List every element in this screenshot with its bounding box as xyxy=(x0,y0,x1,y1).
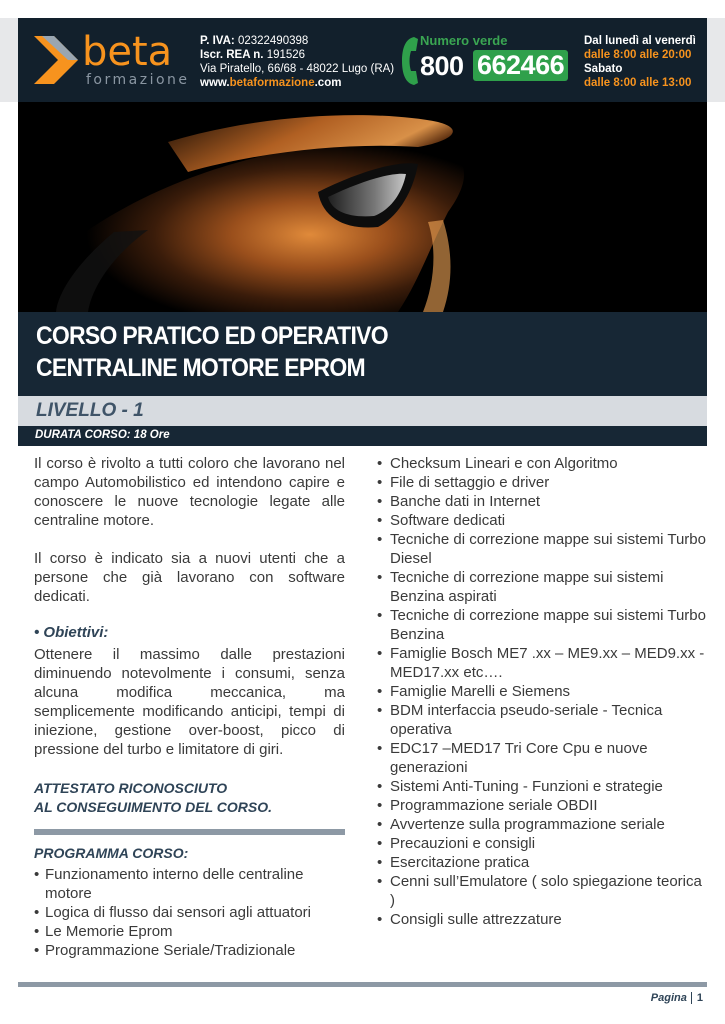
hours-weekdays-time: dalle 8:00 alle 20:00 xyxy=(584,49,692,61)
list-item: • Le Memorie Eprom xyxy=(34,922,345,941)
list-item: • Esercitazione pratica xyxy=(377,853,707,872)
beta-logo xyxy=(34,29,190,92)
level-band xyxy=(18,396,707,426)
course-duration: DURATA CORSO: 18 Ore xyxy=(35,429,170,441)
footer-divider xyxy=(18,982,707,987)
list-item: • Tecniche di correzione mappe sui sistemi Turbo Diesel xyxy=(377,530,707,568)
company-rea: Iscr. REA n. 191526 xyxy=(200,49,306,61)
left-column xyxy=(34,454,345,960)
list-item: • Logica di flusso dai sensori agli attuatori xyxy=(34,903,345,922)
hours-saturday: Sabato xyxy=(584,63,623,75)
course-title-band xyxy=(18,312,707,396)
intro-paragraph-1: Il corso è rivolto a tutti coloro che lavorano nel campo Automobilistico ed intendono capire e conoscere le nuove tecnologie legate alle centraline motore. xyxy=(34,455,345,529)
right-column xyxy=(377,454,707,929)
toll-free-number[interactable] xyxy=(400,33,580,89)
objectives-heading: • Obiettivi: xyxy=(34,624,109,641)
list-item: • Programmazione Seriale/Tradizionale xyxy=(34,941,345,960)
course-title-line-1: CORSO PRATICO ED OPERATIVO xyxy=(36,322,388,350)
list-item: • Avvertenze sulla programmazione seriale xyxy=(377,815,707,834)
company-website-link[interactable]: www.betaformazione.com xyxy=(200,77,342,89)
company-piva: P. IVA: 02322490398 xyxy=(200,35,309,47)
intro-paragraph-2: Il corso è indicato sia a nuovi utenti che a persone che già lavorano con software dedicati. xyxy=(34,550,345,605)
page-number: Pagina 1 xyxy=(650,992,703,1004)
list-item: • Funzionamento interno delle centraline motore xyxy=(34,865,345,903)
car-headlight-photo xyxy=(18,102,707,312)
section-divider xyxy=(34,829,345,835)
program-list-continued xyxy=(377,454,707,929)
course-level: LIVELLO - 1 xyxy=(36,400,144,421)
company-address: Via Piratello, 66/68 - 48022 Lugo (RA) xyxy=(200,63,395,75)
program-heading: PROGRAMMA CORSO: xyxy=(34,845,189,861)
list-item: • File di settaggio e driver xyxy=(377,473,707,492)
company-info xyxy=(200,34,394,90)
list-item: • Consigli sulle attrezzature xyxy=(377,910,707,929)
list-item: • Tecniche di correzione mappe sui sistemi Benzina aspirati xyxy=(377,568,707,606)
certificate-line-1: ATTESTATO RICONOSCIUTO xyxy=(34,780,228,796)
list-item: • EDC17 –MED17 Tri Core Cpu e nuove generazioni xyxy=(377,739,707,777)
list-item: • Famiglie Bosch ME7 .xx – ME9.xx – MED9.xx - MED17.xx etc…. xyxy=(377,644,707,682)
opening-hours xyxy=(584,34,696,90)
logo-subtitle: formazione xyxy=(86,72,190,88)
hours-weekdays: Dal lunedì al venerdì xyxy=(584,35,696,47)
list-item: • Tecniche di correzione mappe sui sistemi Turbo Benzina xyxy=(377,606,707,644)
objectives-text: Ottenere il massimo dalle prestazioni diminuendo notevolmente i consumi, senza alcuna modifica meccanica, ma semplicemente modificando anticipi, tempi di iniezione, gestione over-boost, picco di pressione del turbo e limitatore di giri. xyxy=(34,646,345,758)
list-item: • Checksum Lineari e con Algoritmo xyxy=(377,454,707,473)
logo-name: beta xyxy=(82,29,173,75)
list-item: • BDM interfaccia pseudo-seriale - Tecnica operativa xyxy=(377,701,707,739)
chevron-logo-icon xyxy=(34,34,84,86)
list-item: • Programmazione seriale OBDII xyxy=(377,796,707,815)
header xyxy=(18,18,707,102)
list-item: • Banche dati in Internet xyxy=(377,492,707,511)
list-item: • Cenni sull’Emulatore ( solo spiegazione teorica ) xyxy=(377,872,707,910)
list-item: • Famiglie Marelli e Siemens xyxy=(377,682,707,701)
duration-band xyxy=(18,426,707,446)
header-side-bar-left xyxy=(0,18,18,102)
list-item: • Sistemi Anti-Tuning - Funzioni e strategie xyxy=(377,777,707,796)
certificate-line-2: AL CONSEGUIMENTO DEL CORSO. xyxy=(34,799,273,815)
toll-free-digits: 662466 xyxy=(473,50,568,81)
toll-free-prefix: 800 xyxy=(420,51,464,81)
hero-car-image xyxy=(18,102,707,312)
list-item: • Software dedicati xyxy=(377,511,707,530)
phone-handset-icon xyxy=(400,35,420,87)
certificate-note xyxy=(34,779,345,817)
list-item: • Precauzioni e consigli xyxy=(377,834,707,853)
header-side-bar-right xyxy=(707,18,725,102)
toll-free-label: Numero verde xyxy=(420,33,508,48)
hours-saturday-time: dalle 8:00 alle 13:00 xyxy=(584,77,692,89)
program-list xyxy=(34,865,345,960)
course-title-line-2: CENTRALINE MOTORE EPROM xyxy=(36,354,365,382)
